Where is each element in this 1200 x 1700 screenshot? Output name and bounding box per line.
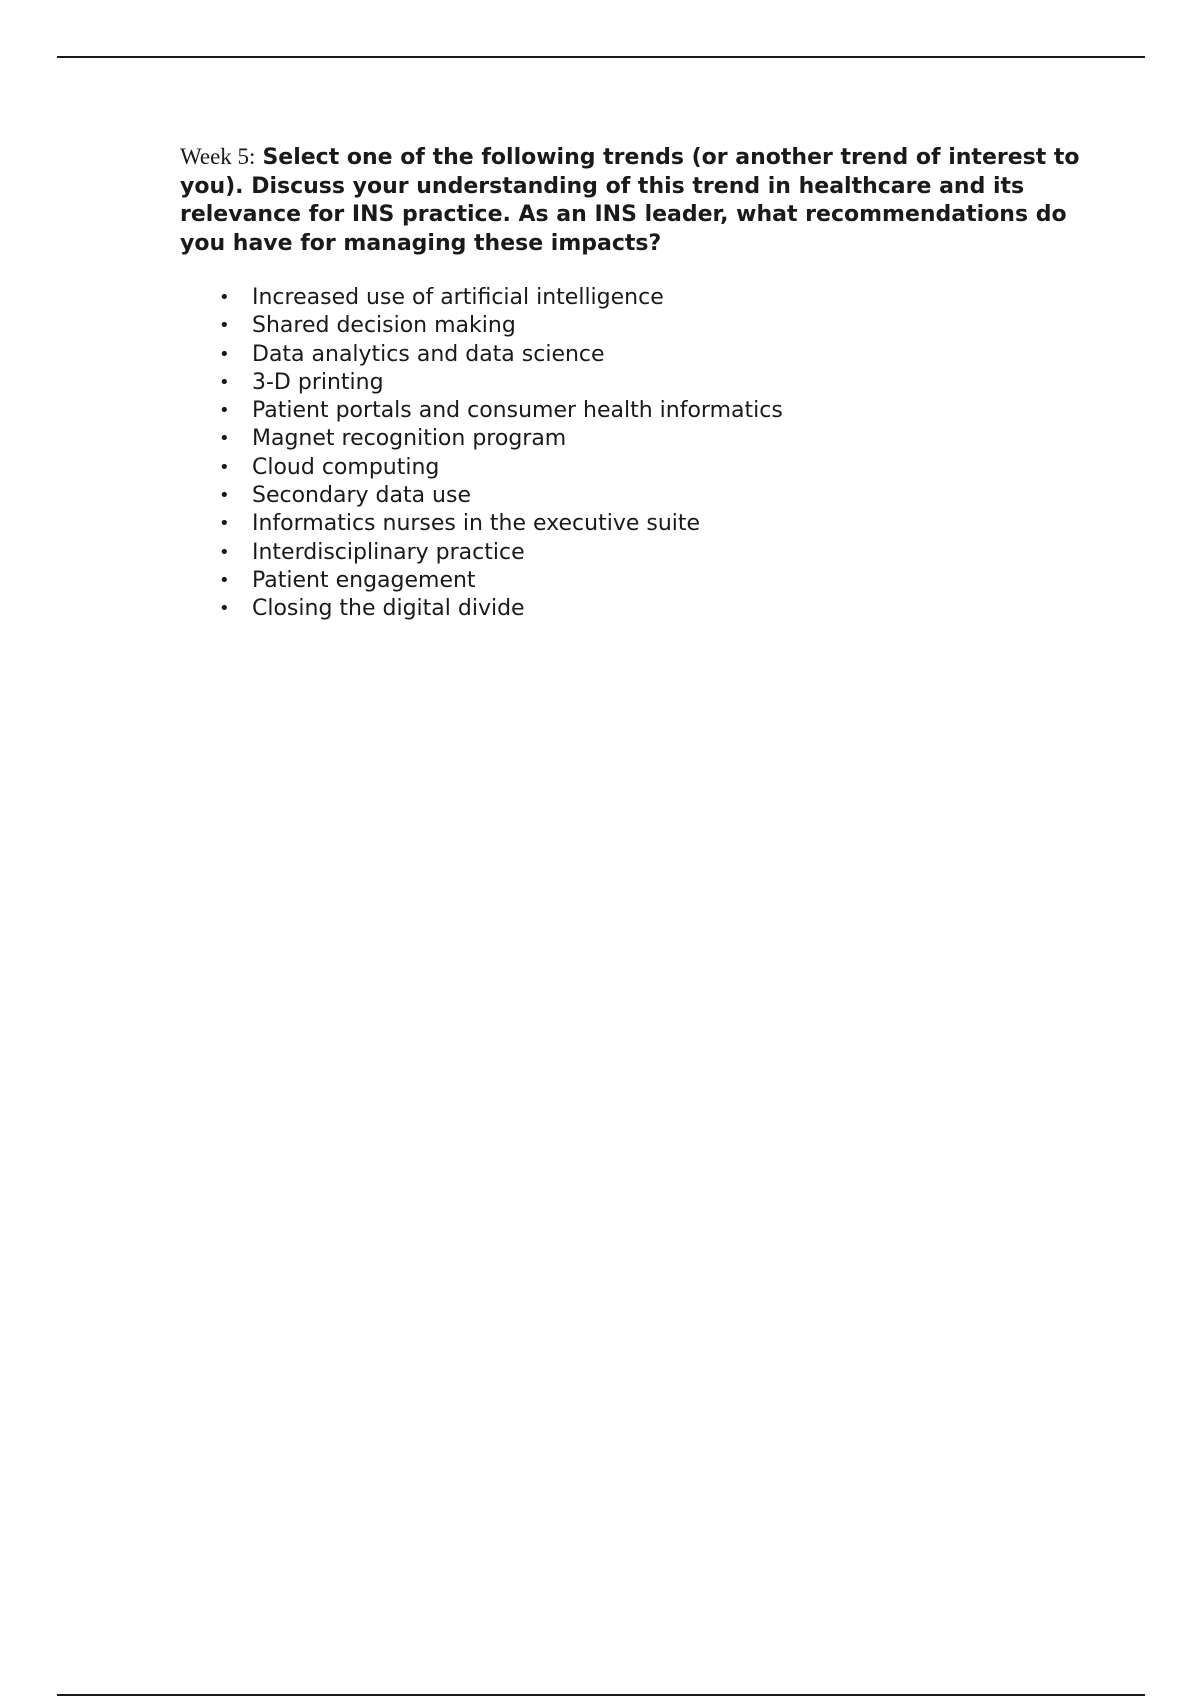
trend-list-item: [180, 539, 1080, 567]
trend-list-item: [180, 284, 1080, 312]
trend-list-item: [180, 595, 1080, 623]
discussion-question: Select one of the following trends (or another trend of interest to you). Discuss your understanding of this trend in healthcare and its relevance for INS practice. As an INS leader, what recommendations do you have for managing these impacts?: [180, 145, 1080, 256]
trend-label: Increased use of artificial intelligence: [252, 285, 664, 310]
trend-label: Patient engagement: [252, 567, 476, 593]
bullet-icon: •: [219, 513, 230, 535]
header-rule: [57, 56, 1145, 58]
trend-list-item: [180, 510, 1080, 538]
trend-label: Cloud computing: [252, 454, 440, 480]
trend-label: Patient portals and consumer health informatics: [252, 398, 783, 424]
trend-list: [180, 284, 1080, 624]
bullet-icon: •: [219, 428, 230, 450]
trend-label: Closing the digital divide: [252, 596, 525, 622]
bullet-icon: •: [219, 371, 230, 393]
trend-list-item: [180, 454, 1080, 482]
bullet-icon: •: [219, 400, 230, 422]
week-label: Week 5:: [180, 144, 256, 169]
bullet-icon: •: [219, 456, 230, 478]
bullet-icon: •: [219, 541, 230, 563]
bullet-icon: •: [219, 485, 230, 507]
trend-label: Shared decision making: [252, 313, 516, 339]
document-content: [180, 143, 1080, 624]
bullet-icon: •: [219, 287, 230, 308]
bullet-icon: •: [219, 598, 230, 620]
trend-list-item: [180, 312, 1080, 340]
trend-list-item: [180, 567, 1080, 595]
trend-label: Data analytics and data science: [252, 341, 605, 367]
trend-list-item: [180, 369, 1080, 397]
discussion-prompt: [180, 143, 1080, 258]
trend-label: Informatics nurses in the executive suite: [252, 511, 701, 537]
trend-list-item: [180, 425, 1080, 453]
bullet-icon: •: [219, 569, 230, 591]
trend-label: Interdisciplinary practice: [252, 539, 525, 565]
trend-list-item: [180, 397, 1080, 425]
trend-label: Magnet recognition program: [252, 426, 567, 452]
trend-label: Secondary data use: [252, 483, 471, 509]
trend-label: 3-D printing: [252, 369, 384, 395]
trend-list-item: [180, 341, 1080, 369]
footer-rule: [57, 1694, 1145, 1696]
bullet-icon: •: [219, 315, 230, 337]
bullet-icon: •: [219, 343, 230, 365]
trend-list-item: [180, 482, 1080, 510]
